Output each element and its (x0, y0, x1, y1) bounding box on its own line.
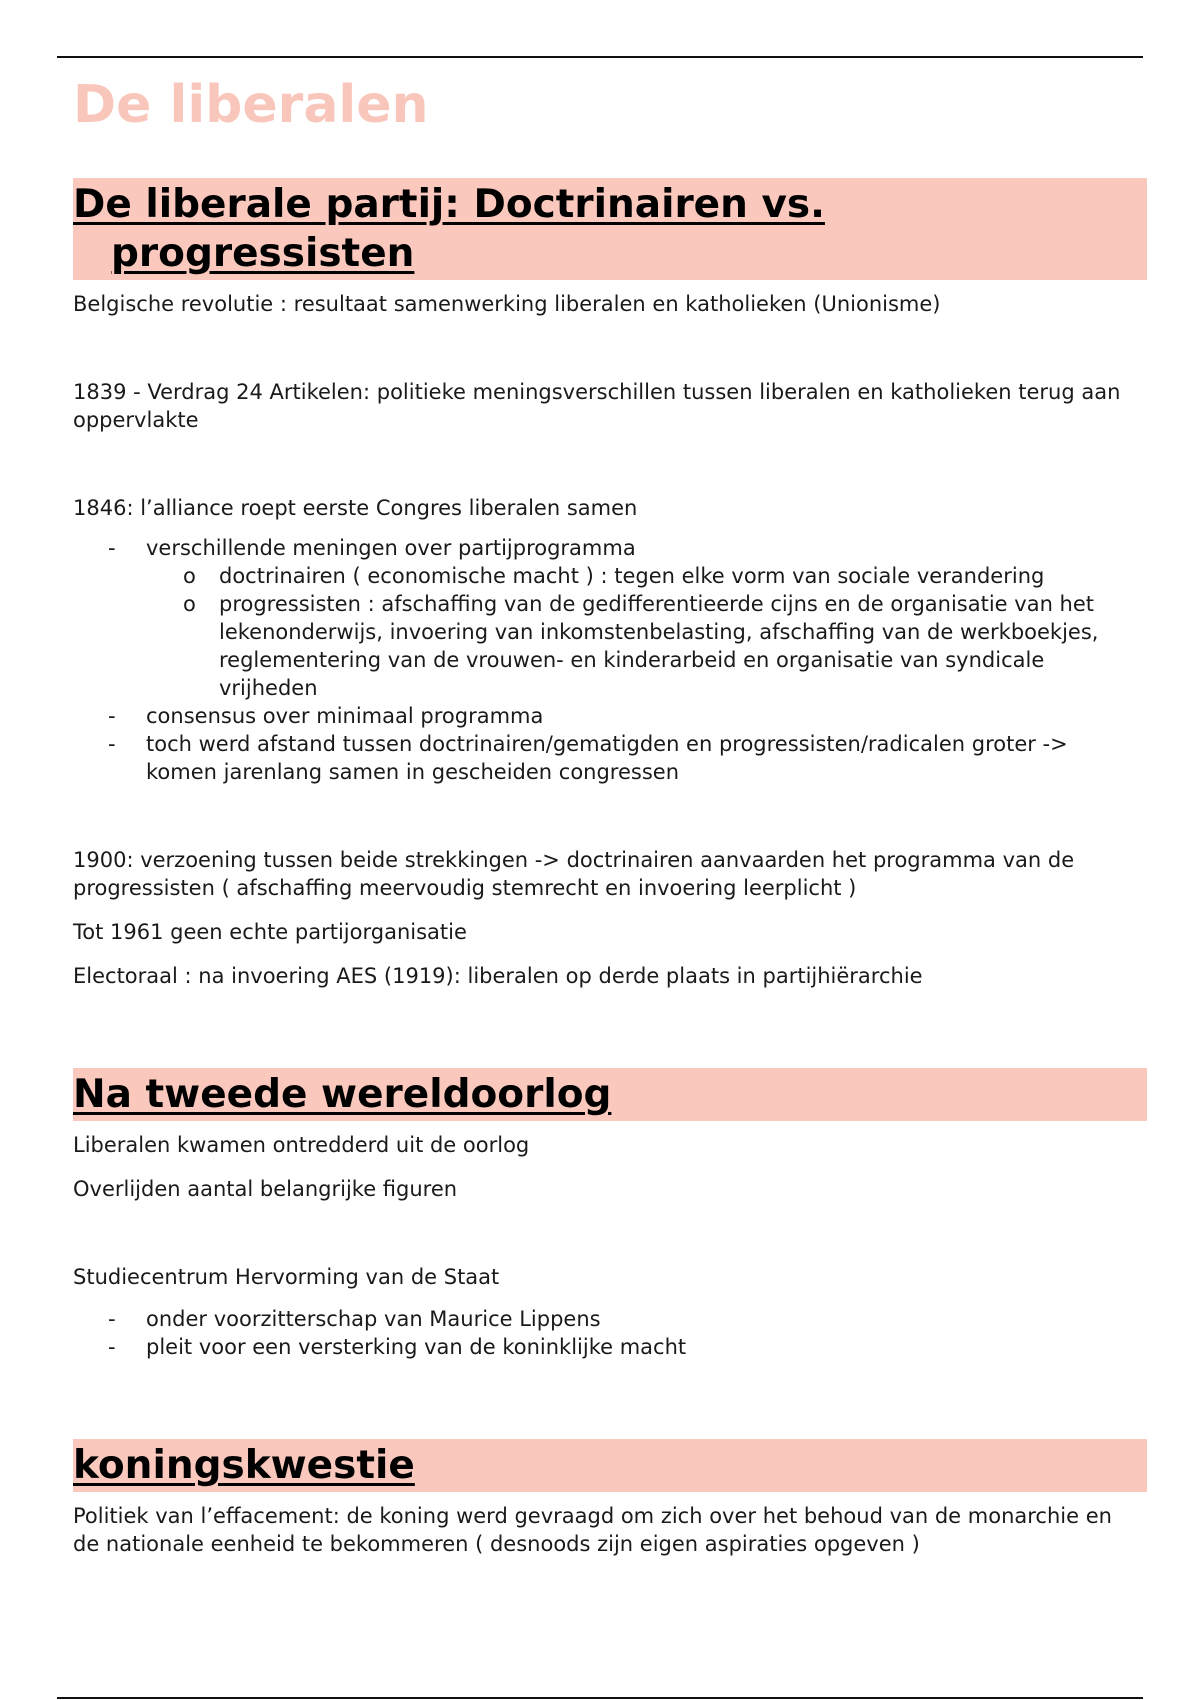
list-item: o progressisten : afschaffing van de gedifferentieerde cijns en de organisatie van het lekenonderwijs, invoering van inkomstenbelasting, afschaffing van de werkboekjes, reglementering van de vrouwen- en kinderarbeid en organisatie van syndicale vrijheden (183, 592, 1099, 700)
section-heading (73, 178, 1147, 280)
list-item: o doctrinairen ( economische macht ) : tegen elke vorm van sociale verandering (183, 564, 1045, 588)
dash-bullet-icon: - (108, 1307, 116, 1331)
sub-bullet-list (146, 562, 1129, 702)
list-item: - toch werd afstand tussen doctrinairen/gematigden en progressisten/radicalen groter -> komen jarenlang samen in gescheiden congressen (108, 732, 1068, 784)
paragraph: Overlijden aantal belangrijke figuren (73, 1177, 458, 1201)
heading-line: De liberale partij: Doctrinairen vs. (73, 182, 825, 227)
heading-line: progressisten (111, 231, 415, 276)
paragraph: Politiek van l’effacement: de koning werd gevraagd om zich over het behoud van de monarchie en de nationale eenheid te bekommeren ( desnoods zijn eigen aspiraties opgeven ) (73, 1504, 1112, 1556)
top-rule (57, 56, 1143, 58)
dash-bullet-icon: - (108, 732, 116, 756)
paragraph: Liberalen kwamen ontredderd uit de oorlog (73, 1133, 530, 1157)
document-title: De liberalen (73, 75, 429, 135)
document-page (73, 74, 1129, 1558)
paragraph-1846: 1846: l’alliance roept eerste Congres liberalen samen (73, 496, 638, 520)
paragraph: Studiecentrum Hervorming van de Staat (73, 1265, 500, 1289)
list-item: - verschillende meningen over partijprogramma o doctrinairen ( economische macht ) : tegen elke vorm van sociale verandering o progressisten : afschaffing van de gedifferentieerde cijns en de organisatie van het lekenonderwijs, invoering van inkomstenbelasting, afschaffing van de werkboekjes, reglementering van de vrouwen- en kinderarbeid en organisatie van syndicale vrijheden (73, 534, 1129, 702)
section-heading: Na tweede wereldoorlog (73, 1068, 1147, 1121)
section-koningskwestie (73, 1439, 1129, 1558)
paragraph-1961: Tot 1961 geen echte partijorganisatie (73, 920, 467, 944)
section-na-tweede-wereldoorlog (73, 1068, 1129, 1361)
bullet-list (73, 1305, 1129, 1361)
dash-bullet-icon: - (108, 704, 116, 728)
section-liberale-partij (73, 178, 1129, 990)
paragraph-1900: 1900: verzoening tussen beide strekkingen -> doctrinairen aanvaarden het programma van de progressisten ( afschaffing meervoudig stemrecht en invoering leerplicht ) (73, 848, 1075, 900)
paragraph-electoraal: Electoraal : na invoering AES (1919): liberalen op derde plaats in partijhiërarchie (73, 964, 923, 988)
dash-bullet-icon: - (108, 536, 116, 560)
circle-bullet-icon: o (183, 592, 196, 616)
paragraph-1839: 1839 - Verdrag 24 Artikelen: politieke meningsverschillen tussen liberalen en katholieken terug aan oppervlakte (73, 380, 1121, 432)
paragraph-intro: Belgische revolutie : resultaat samenwerking liberalen en katholieken (Unionisme) (73, 292, 941, 316)
dash-bullet-icon: - (108, 1335, 116, 1359)
list-item: - onder voorzitterschap van Maurice Lippens (108, 1307, 601, 1331)
list-item: - pleit voor een versterking van de koninklijke macht (108, 1335, 687, 1359)
bullet-list (73, 534, 1129, 786)
section-heading: koningskwestie (73, 1439, 1147, 1492)
list-item: - consensus over minimaal programma (108, 704, 544, 728)
circle-bullet-icon: o (183, 564, 196, 588)
bottom-rule (57, 1697, 1143, 1699)
